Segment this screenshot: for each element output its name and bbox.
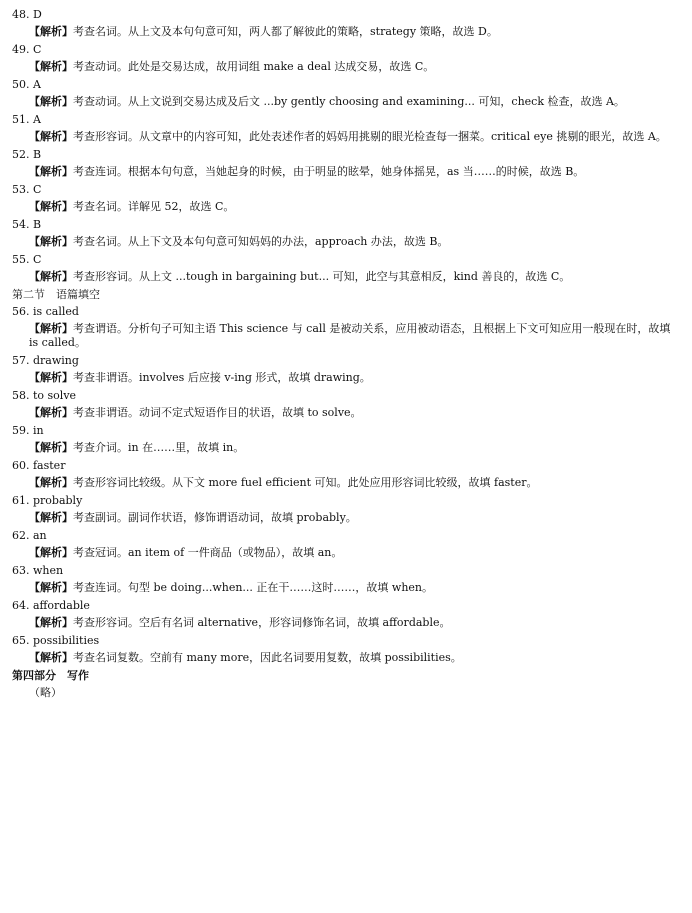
question-53 [12,183,680,214]
analysis-tag: 【解析】 [29,581,73,594]
analysis-text [12,200,680,214]
analysis-body: 考查介词。in 在……里，故填 in。 [73,441,245,454]
analysis-text [12,651,680,665]
question-51 [12,113,680,144]
analysis-tag: 【解析】 [29,651,73,664]
analysis-body: 考查形容词。空后有名词 alternative，形容词修饰名词，故填 affordable。 [73,616,451,629]
analysis-text [12,406,680,420]
question-number: 52. B [12,148,42,161]
analysis-tag: 【解析】 [29,616,73,629]
question-number: 60. faster [12,459,66,472]
analysis-text [12,616,680,630]
analysis-text [12,25,680,39]
analysis-body: 考查名词。从上文及本句句意可知，两人都了解彼此的策略，strategy 策略，故选 D。 [73,25,498,38]
analysis-tag: 【解析】 [29,200,73,213]
question-62 [12,529,680,560]
question-number: 51. A [12,113,41,126]
analysis-body: 考查动词。此处是交易达成，故用词组 make a deal 达成交易，故选 C。 [73,60,435,73]
question-65 [12,634,680,665]
analysis-body: 考查名词。详解见 52，故选 C。 [73,200,235,213]
question-48 [12,8,680,39]
question-59 [12,424,680,455]
question-55 [12,253,680,284]
analysis-text [12,60,680,74]
analysis-tag: 【解析】 [29,25,73,38]
analysis-text [12,165,680,179]
question-54 [12,218,680,249]
analysis-body: 考查名词。从上下文及本句句意可知妈妈的办法，approach 办法，故选 B。 [73,235,449,248]
analysis-body: 考查连词。句型 be doing...when... 正在干……这时……，故填 when。 [73,581,434,594]
question-49 [12,43,680,74]
analysis-tag: 【解析】 [29,60,73,73]
question-61 [12,494,680,525]
question-60 [12,459,680,490]
question-number: 62. an [12,529,47,542]
analysis-body: 考查形容词比较级。从下文 more fuel efficient 可知。此处应用形容词比较级，故填 faster。 [73,476,538,489]
question-52 [12,148,680,179]
analysis-text [12,581,680,595]
question-number: 61. probably [12,494,83,507]
question-number: 64. affordable [12,599,90,612]
analysis-tag: 【解析】 [29,235,73,248]
analysis-body: 考查动词。从上文说到交易达成及后文 ...by gently choosing and examining... 可知，check 检查，故选 A。 [73,95,625,108]
analysis-tag: 【解析】 [29,476,73,489]
analysis-tag: 【解析】 [29,95,73,108]
analysis-body: 考查非谓语。动词不定式短语作目的状语，故填 to solve。 [73,406,362,419]
question-number: 55. C [12,253,42,266]
analysis-text [12,270,680,284]
question-number: 63. when [12,564,64,577]
question-number: 59. in [12,424,44,437]
analysis-tag: 【解析】 [29,441,73,454]
analysis-body: 考查名词复数。空前有 many more，因此名词要用复数，故填 possibilities。 [73,651,462,664]
analysis-text [12,322,680,350]
question-number: 54. B [12,218,42,231]
analysis-text [12,476,680,490]
analysis-body: 考查形容词。从文章中的内容可知，此处表述作者的妈妈用挑剔的眼光检查每一捆菜。critical eye 挑剔的眼光，故选 A。 [73,130,667,143]
analysis-tag: 【解析】 [29,511,73,524]
analysis-tag: 【解析】 [29,546,73,559]
analysis-tag: 【解析】 [29,130,73,143]
analysis-tag: 【解析】 [29,165,73,178]
question-58 [12,389,680,420]
omitted-note: （略） [29,686,62,699]
question-64 [12,599,680,630]
analysis-text [12,371,680,385]
question-56 [12,305,680,350]
question-number: 50. A [12,78,41,91]
analysis-body: 考查谓语。分析句子可知主语 This science 与 call 是被动关系，应用被动语态，且根据上下文可知应用一般现在时，故填 is called。 [29,322,671,349]
analysis-text [12,235,680,249]
analysis-body: 考查冠词。an item of 一件商品（或物品），故填 an。 [73,546,343,559]
question-number: 65. possibilities [12,634,100,647]
analysis-body: 考查连词。根据本句句意，当她起身的时候，由于明显的眩晕，她身体摇晃，as 当……的时候，故选 B。 [73,165,585,178]
question-50 [12,78,680,109]
analysis-text [12,511,680,525]
analysis-tag: 【解析】 [29,406,73,419]
question-number: 49. C [12,43,42,56]
analysis-text [12,441,680,455]
analysis-tag: 【解析】 [29,371,73,384]
section-title-part4: 第四部分 写作 [12,669,89,682]
analysis-text [12,546,680,560]
analysis-text [12,130,680,144]
question-number: 48. D [12,8,42,21]
question-number: 56. is called [12,305,79,318]
question-number: 53. C [12,183,42,196]
analysis-body: 考查副词。副词作状语，修饰谓语动词，故填 probably。 [73,511,357,524]
question-57 [12,354,680,385]
analysis-text [12,95,680,109]
analysis-tag: 【解析】 [29,322,73,335]
question-number: 58. to solve [12,389,77,402]
question-number: 57. drawing [12,354,79,367]
analysis-tag: 【解析】 [29,270,73,283]
analysis-body: 考查形容词。从上文 ...tough in bargaining but... 可知，此空与其意相反，kind 善良的，故选 C。 [73,270,571,283]
analysis-body: 考查非谓语。involves 后应接 v-ing 形式，故填 drawing。 [73,371,371,384]
section-title-part2: 第二节 语篇填空 [12,288,100,301]
question-63 [12,564,680,595]
